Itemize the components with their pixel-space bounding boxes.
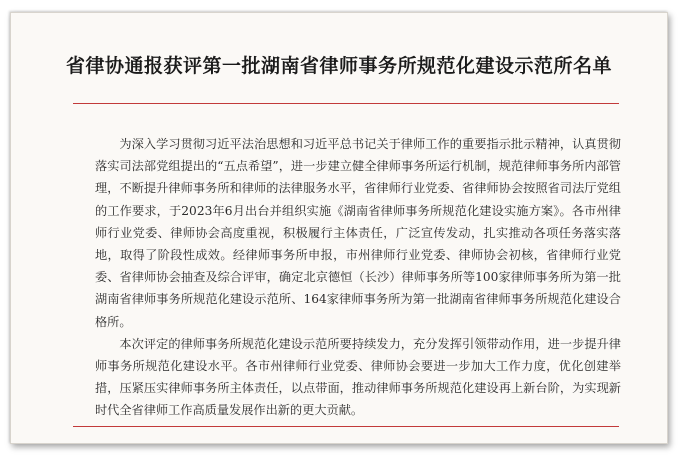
body-paragraph-2: 本次评定的律师事务所规范化建设示范所要持续发力，充分发挥引领带动作用，进一步提升律师事务所规范化建设水平。各市州律师行业党委、律师协会要进一步加大工作力度，优化创建举措，压紧压实律师事务所主体责任，以点带面，推动律师事务所规范化建设再上新台阶，为实现新时代全省律师工作高质量发展作出新的更大贡献。 <box>95 336 621 418</box>
page-title: 省律协通报获评第一批湖南省律师事务所规范化建设示范所名单 <box>65 55 612 77</box>
top-red-divider <box>73 103 619 104</box>
body-paragraph-1: 为深入学习贯彻习近平法治思想和习近平总书记关于律师工作的重要指示批示精神，认真贯彻落实司法部党组提出的“五点希望”，进一步建立健全律师事务所运行机制，规范律师事务所内部管理，不断提升律师事务所和律师的法律服务水平，省律师行业党委、省律师协会按照省司法厅党组的工作要求，于2023年6月出台并组织实施《湖南省律师事务所规范化建设实施方案》。各市州律师行业党委、律师协会高度重视，积极履行主体责任，广泛宣传发动，扎实推动各项任务落实落地，取得了阶段性成效。经律师事务所申报，市州律师行业党委、律师协会初核，省律师行业党委、省律师协会抽查及综合评审，确定北京德恒（长沙）律师事务所等100家律师事务所为第一批湖南省律师事务所规范化建设示范所、164家律师事务所为第一批湖南省律师事务所规范化建设合格所。 <box>95 137 621 329</box>
document-page <box>10 12 668 444</box>
bottom-red-divider <box>73 426 619 427</box>
document-body <box>95 133 621 422</box>
